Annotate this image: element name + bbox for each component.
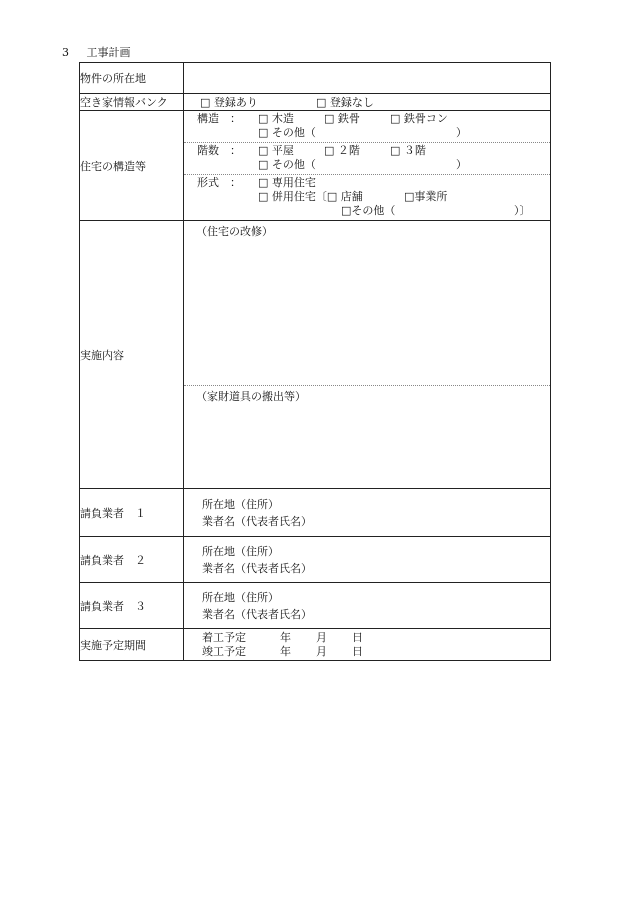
kaisuu-2f-checkbox[interactable]: □ ２階 — [324, 144, 360, 157]
row-contractor-1 — [80, 489, 551, 537]
contractor-1-address-label: 所在地（住所） — [202, 497, 279, 511]
row-akiya-bank — [80, 94, 551, 111]
structure-details — [184, 111, 551, 221]
contractor-1-name-label: 業者名（代表者氏名） — [202, 514, 312, 528]
section-number: 3 — [62, 46, 69, 59]
period-label: 実施予定期間 — [80, 629, 184, 661]
akiya-not-registered-checkbox[interactable]: □ 登録なし — [316, 96, 374, 109]
period-start — [202, 631, 550, 645]
period-details[interactable] — [184, 629, 551, 661]
keishiki-office-checkbox[interactable]: □事業所 — [404, 190, 448, 203]
contractor-2-details[interactable] — [184, 537, 551, 583]
akiya-bank-options — [184, 94, 551, 111]
end-year-unit: 年 — [280, 644, 291, 658]
keishiki-label: 形式 ： — [197, 176, 241, 189]
contractor-1-details[interactable] — [184, 489, 551, 537]
keishiki-other-checkbox[interactable]: □その他（ — [341, 204, 396, 217]
removal-label: （家財道具の搬出等） — [196, 390, 306, 403]
keishiki-combined-checkbox[interactable]: □ 併用住宅〔□ 店舗 — [258, 190, 363, 203]
row-content — [80, 221, 551, 489]
contractor-3-name-label: 業者名（代表者氏名） — [202, 607, 312, 621]
contractor-3-address-label: 所在地（住所） — [202, 590, 279, 604]
kaisuu-label: 階数 ： — [197, 144, 241, 157]
kouzou-wood-checkbox[interactable]: □ 木造 — [258, 112, 294, 125]
contractor-3-details[interactable] — [184, 583, 551, 629]
akiya-registered-checkbox[interactable]: □ 登録あり — [200, 96, 258, 109]
location-label: 物件の所在地 — [80, 63, 184, 94]
start-day-unit: 日 — [352, 630, 363, 644]
contractor-1-label: 請負業者 １ — [80, 489, 184, 537]
period-end — [202, 645, 550, 659]
kouzou-steel-checkbox[interactable]: □ 鉄骨 — [324, 112, 360, 125]
keishiki-other-close: ）〕 — [514, 204, 531, 217]
end-label: 竣工予定 — [202, 644, 246, 658]
end-day-unit: 日 — [352, 644, 363, 658]
content-label: 実施内容 — [80, 221, 184, 489]
content-details — [184, 221, 551, 489]
section-heading — [62, 44, 131, 60]
contractor-2-name-label: 業者名（代表者氏名） — [202, 561, 312, 575]
removal-area[interactable] — [184, 386, 550, 486]
kaisuu-other-close: ） — [456, 158, 467, 171]
end-month-unit: 月 — [316, 644, 327, 658]
section-title: 工事計画 — [86, 46, 131, 59]
renovation-area[interactable] — [184, 221, 550, 386]
kouzou-label: 構造 ： — [197, 112, 241, 125]
structure-keishiki — [184, 175, 550, 220]
kaisuu-3f-checkbox[interactable]: □ ３階 — [390, 144, 426, 157]
keishiki-dedicated-checkbox[interactable]: □ 専用住宅 — [258, 176, 316, 189]
structure-kaisuu — [184, 143, 550, 175]
start-month-unit: 月 — [316, 630, 327, 644]
row-location — [80, 63, 551, 94]
kouzou-other-close: ） — [456, 126, 467, 139]
contractor-3-label: 請負業者 ３ — [80, 583, 184, 629]
structure-kouzou — [184, 111, 550, 143]
contractor-2-address-label: 所在地（住所） — [202, 544, 279, 558]
renovation-label: （住宅の改修） — [196, 225, 273, 238]
kaisuu-other-checkbox[interactable]: □ その他（ — [258, 158, 316, 171]
kouzou-other-checkbox[interactable]: □ その他（ — [258, 126, 316, 139]
row-contractor-2 — [80, 537, 551, 583]
kaisuu-hiraya-checkbox[interactable]: □ 平屋 — [258, 144, 294, 157]
akiya-bank-label: 空き家情報バンク — [80, 94, 184, 111]
location-field[interactable] — [184, 63, 551, 94]
contractor-2-label: 請負業者 ２ — [80, 537, 184, 583]
row-period — [80, 629, 551, 661]
row-contractor-3 — [80, 583, 551, 629]
start-year-unit: 年 — [280, 630, 291, 644]
structure-label: 住宅の構造等 — [80, 111, 184, 221]
row-structure — [80, 111, 551, 221]
kouzou-steelcon-checkbox[interactable]: □ 鉄骨コン — [390, 112, 448, 125]
start-label: 着工予定 — [202, 630, 246, 644]
construction-plan-table — [79, 62, 551, 661]
